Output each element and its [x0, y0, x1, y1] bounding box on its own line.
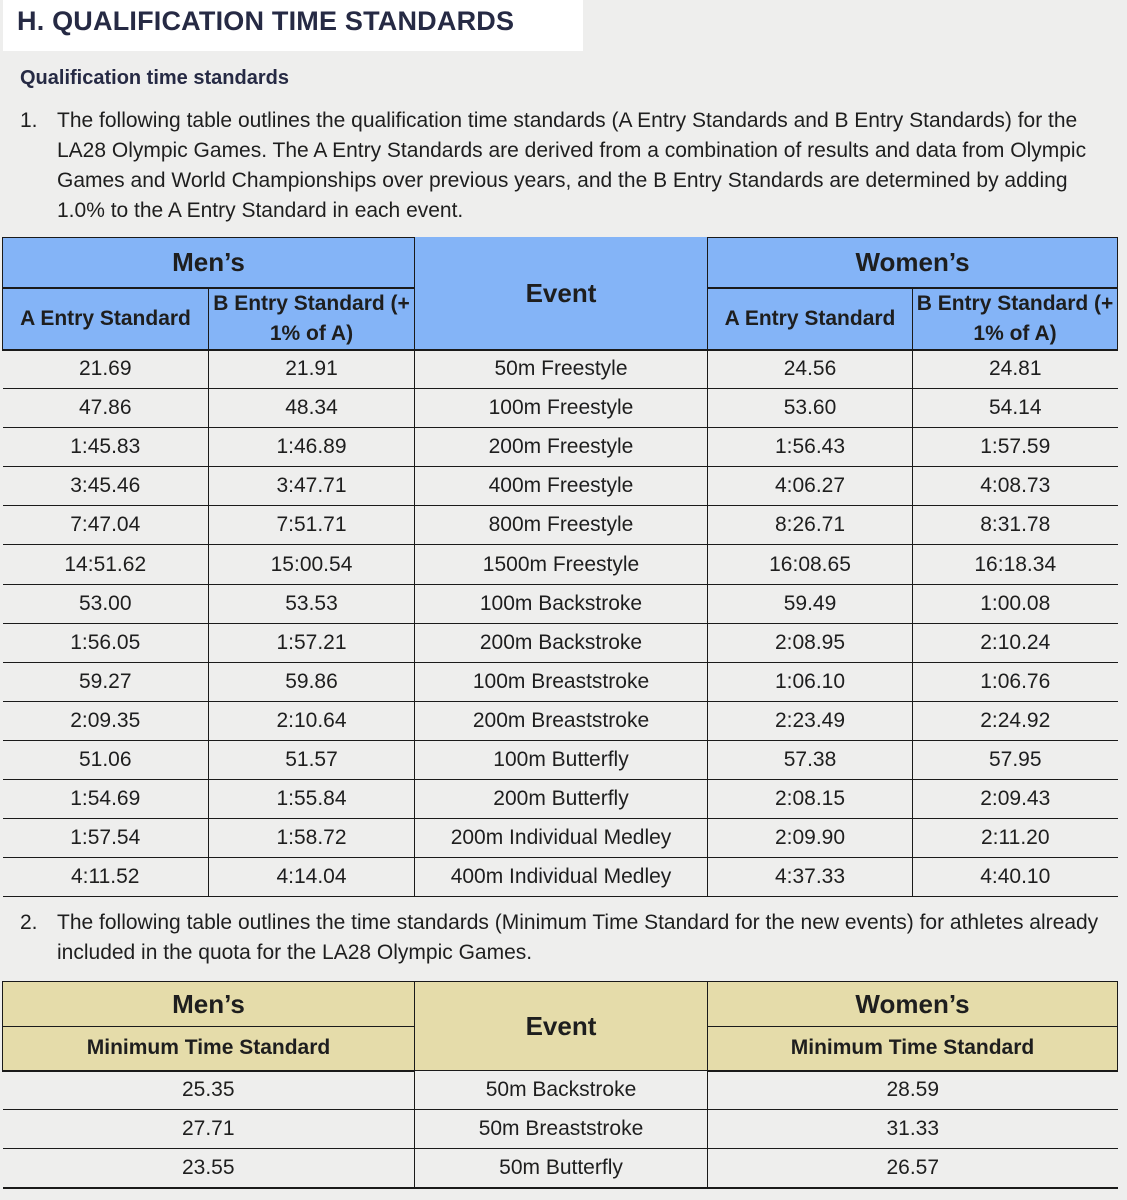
women-a-cell: 53.60	[708, 389, 913, 428]
event-cell: 100m Backstroke	[415, 584, 708, 623]
table-row	[3, 506, 1118, 545]
event-cell: 50m Freestyle	[415, 350, 708, 389]
qualification-standards-table	[2, 237, 1118, 897]
table-row	[3, 584, 1118, 623]
women-a-cell: 57.38	[708, 740, 913, 779]
women-min-cell: 28.59	[708, 1071, 1118, 1110]
women-b-cell: 2:24.92	[913, 701, 1118, 740]
men-b-cell: 15:00.54	[209, 545, 415, 584]
event-cell: 200m Freestyle	[415, 428, 708, 467]
men-min-cell: 25.35	[3, 1071, 415, 1110]
section-title: H. QUALIFICATION TIME STANDARDS	[17, 6, 515, 36]
mens-header: Men’s	[3, 982, 415, 1027]
women-a-cell: 2:08.15	[708, 780, 913, 819]
men-b-entry-header: B Entry Standard (+ 1% of A)	[209, 288, 415, 350]
table-row	[3, 662, 1118, 701]
men-b-cell: 2:10.64	[209, 701, 415, 740]
event-cell: 100m Butterfly	[415, 740, 708, 779]
table-row	[3, 701, 1118, 740]
women-b-cell: 2:09.43	[913, 780, 1118, 819]
event-header: Event	[415, 238, 708, 350]
women-b-cell: 4:40.10	[913, 858, 1118, 897]
women-a-cell: 16:08.65	[708, 545, 913, 584]
event-cell: 100m Breaststroke	[415, 662, 708, 701]
event-cell: 200m Individual Medley	[415, 819, 708, 858]
table-row	[3, 740, 1118, 779]
women-a-entry-header: A Entry Standard	[708, 288, 913, 350]
men-b-cell: 51.57	[209, 740, 415, 779]
women-a-cell: 2:23.49	[708, 701, 913, 740]
event-cell: 200m Butterfly	[415, 780, 708, 819]
women-a-cell: 1:56.43	[708, 428, 913, 467]
paragraph-2-number: 2.	[20, 911, 38, 934]
event-header: Event	[415, 982, 708, 1071]
men-b-cell: 48.34	[209, 389, 415, 428]
men-min-cell: 27.71	[3, 1110, 415, 1149]
men-b-cell: 53.53	[209, 584, 415, 623]
event-cell: 50m Backstroke	[415, 1071, 708, 1110]
men-b-cell: 3:47.71	[209, 467, 415, 506]
men-a-cell: 51.06	[3, 740, 209, 779]
table-row	[3, 350, 1118, 389]
table-row	[3, 1071, 1118, 1110]
women-b-cell: 1:57.59	[913, 428, 1118, 467]
womens-header: Women’s	[708, 982, 1118, 1027]
subheading: Qualification time standards	[20, 67, 289, 89]
women-b-cell: 1:00.08	[913, 584, 1118, 623]
women-a-cell: 2:08.95	[708, 623, 913, 662]
women-a-cell: 8:26.71	[708, 506, 913, 545]
table-row	[3, 1149, 1118, 1188]
men-a-cell: 3:45.46	[3, 467, 209, 506]
men-min-cell: 23.55	[3, 1149, 415, 1188]
men-a-cell: 59.27	[3, 662, 209, 701]
event-cell: 800m Freestyle	[415, 506, 708, 545]
paragraph-1-number: 1.	[20, 109, 38, 132]
men-a-cell: 4:11.52	[3, 858, 209, 897]
men-b-cell: 1:58.72	[209, 819, 415, 858]
minimum-time-standards-table	[2, 981, 1118, 1189]
women-a-cell: 4:06.27	[708, 467, 913, 506]
section-heading-box	[3, 0, 583, 51]
women-b-cell: 16:18.34	[913, 545, 1118, 584]
paragraph-1	[20, 106, 1110, 226]
table-row	[3, 1110, 1118, 1149]
men-b-cell: 21.91	[209, 350, 415, 389]
men-b-cell: 7:51.71	[209, 506, 415, 545]
men-a-cell: 1:54.69	[3, 780, 209, 819]
table-row	[3, 623, 1118, 662]
men-b-cell: 1:46.89	[209, 428, 415, 467]
men-b-cell: 1:55.84	[209, 780, 415, 819]
event-cell: 200m Backstroke	[415, 623, 708, 662]
table-row	[3, 780, 1118, 819]
women-b-cell: 4:08.73	[913, 467, 1118, 506]
women-a-cell: 24.56	[708, 350, 913, 389]
women-b-cell: 54.14	[913, 389, 1118, 428]
women-b-entry-header: B Entry Standard (+ 1% of A)	[913, 288, 1118, 350]
paragraph-2-text: The following table outlines the time standards (Minimum Time Standard for the new events) for athletes already included in the quota for the LA28 Olympic Games.	[57, 911, 1099, 964]
table-row	[3, 389, 1118, 428]
men-a-cell: 1:45.83	[3, 428, 209, 467]
men-a-cell: 47.86	[3, 389, 209, 428]
women-b-cell: 8:31.78	[913, 506, 1118, 545]
event-cell: 1500m Freestyle	[415, 545, 708, 584]
event-cell: 400m Freestyle	[415, 467, 708, 506]
women-min-cell: 26.57	[708, 1149, 1118, 1188]
women-b-cell: 2:11.20	[913, 819, 1118, 858]
table-row	[3, 858, 1118, 897]
women-a-cell: 4:37.33	[708, 858, 913, 897]
table-row	[3, 545, 1118, 584]
men-b-cell: 59.86	[209, 662, 415, 701]
men-a-cell: 1:56.05	[3, 623, 209, 662]
women-minimum-header: Minimum Time Standard	[708, 1027, 1118, 1071]
paragraph-1-text: The following table outlines the qualification time standards (A Entry Standards and B Entry Standards) for the LA28 Olympic Games. The A Entry Standards are derived from a combination of results and data from Olympic Games and World Championships over previous years, and the B Entry Standards are determined by adding 1.0% to the A Entry Standard in each event.	[57, 109, 1087, 222]
paragraph-2	[20, 908, 1110, 968]
men-b-cell: 4:14.04	[209, 858, 415, 897]
women-min-cell: 31.33	[708, 1110, 1118, 1149]
women-b-cell: 2:10.24	[913, 623, 1118, 662]
event-cell: 50m Butterfly	[415, 1149, 708, 1188]
women-b-cell: 24.81	[913, 350, 1118, 389]
event-cell: 200m Breaststroke	[415, 701, 708, 740]
men-a-cell: 1:57.54	[3, 819, 209, 858]
men-a-cell: 7:47.04	[3, 506, 209, 545]
women-a-cell: 59.49	[708, 584, 913, 623]
men-a-cell: 21.69	[3, 350, 209, 389]
women-b-cell: 1:06.76	[913, 662, 1118, 701]
men-minimum-header: Minimum Time Standard	[3, 1027, 415, 1071]
event-cell: 400m Individual Medley	[415, 858, 708, 897]
men-a-cell: 14:51.62	[3, 545, 209, 584]
women-b-cell: 57.95	[913, 740, 1118, 779]
event-cell: 50m Breaststroke	[415, 1110, 708, 1149]
women-a-cell: 1:06.10	[708, 662, 913, 701]
men-a-entry-header: A Entry Standard	[3, 288, 209, 350]
men-a-cell: 53.00	[3, 584, 209, 623]
table-row	[3, 428, 1118, 467]
men-a-cell: 2:09.35	[3, 701, 209, 740]
event-cell: 100m Freestyle	[415, 389, 708, 428]
womens-header: Women’s	[708, 238, 1118, 288]
women-a-cell: 2:09.90	[708, 819, 913, 858]
mens-header: Men’s	[3, 238, 415, 288]
men-b-cell: 1:57.21	[209, 623, 415, 662]
table-row	[3, 819, 1118, 858]
table-row	[3, 467, 1118, 506]
